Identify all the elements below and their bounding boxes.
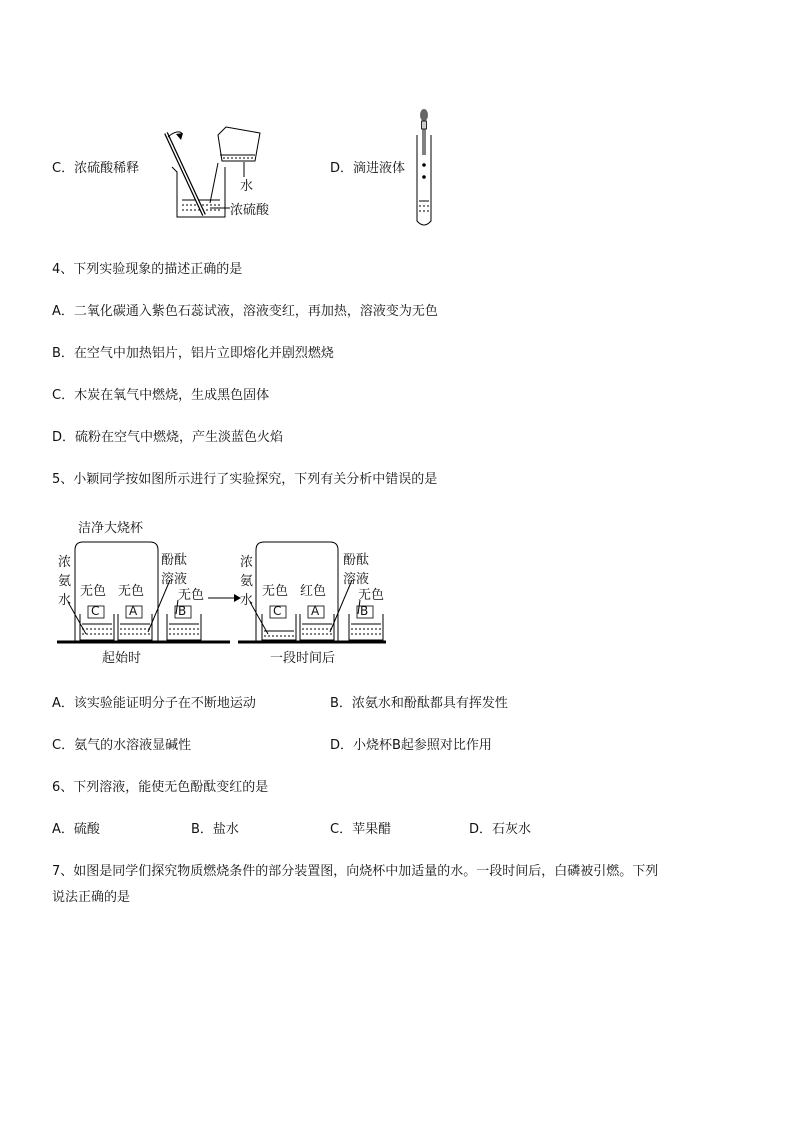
- q5-option-a: A．该实验能证明分子在不断地运动: [52, 696, 256, 711]
- q5-option-b: B．浓氨水和酚酞都具有挥发性: [330, 696, 508, 711]
- q4-option-b: B．在空气中加热铝片，铝片立即熔化并剧烈燃烧: [52, 346, 334, 361]
- q3-option-d: D．滴进液体: [330, 161, 406, 176]
- ammonia-label-r2: 氨: [240, 574, 254, 589]
- q4-stem: 4、下列实验现象的描述正确的是: [52, 262, 243, 277]
- q7-stem-line2: 说法正确的是: [52, 890, 131, 905]
- ammonia-label-r1: 浓: [240, 555, 254, 570]
- right-cup-b-label: B: [360, 604, 369, 618]
- right-cup-a-label: A: [311, 604, 320, 618]
- right-color-a: 红色: [300, 584, 327, 599]
- left-color-c: 无色: [80, 584, 107, 599]
- start-caption: 起始时: [102, 651, 142, 666]
- q4-option-a: A．二氧化碳通入紫色石蕊试液，溶液变红，再加热，溶液变为无色: [52, 304, 438, 319]
- q5-stem: 5、小颖同学按如图所示进行了实验探究，下列有关分析中错误的是: [52, 472, 438, 487]
- left-color-b: 无色: [178, 588, 205, 603]
- q7-stem-line1: 7、如图是同学们探究物质燃烧条件的部分装置图，向烧杯中加适量的水。一段时间后，白磷被引燃。下列: [52, 864, 659, 879]
- q4-option-d: D．硫粉在空气中燃烧，产生淡蓝色火焰: [52, 430, 284, 445]
- acid-label: 浓硫酸: [230, 203, 270, 218]
- left-cup-b-label: B: [178, 604, 187, 618]
- q3-option-c: C．浓硫酸稀释: [52, 161, 140, 176]
- phenol-label-r2: 溶液: [343, 572, 370, 587]
- left-cup-c-label: C: [91, 604, 100, 618]
- phenol-label-2: 溶液: [161, 572, 188, 587]
- left-cup-a-label: A: [129, 604, 138, 618]
- q6-option-a: A．硫酸: [52, 822, 100, 837]
- ammonia-label-1: 浓: [58, 555, 72, 570]
- q6-option-b: B．盐水: [191, 822, 239, 837]
- ammonia-label-2: 氨: [58, 574, 72, 589]
- ammonia-label-r3: 水: [240, 593, 254, 608]
- big-beaker-label: 洁净大烧杯: [78, 521, 144, 536]
- q5-option-d: D．小烧杯B起参照对比作用: [330, 738, 492, 753]
- q6-option-d: D．石灰水: [469, 822, 532, 837]
- phenol-label-1: 酚酞: [161, 553, 188, 568]
- q6-option-c: C．苹果醋: [330, 822, 392, 837]
- dropper-figure: [405, 105, 445, 230]
- phenol-label-r1: 酚酞: [343, 553, 370, 568]
- water-label: 水: [240, 179, 254, 194]
- ammonia-label-3: 水: [58, 593, 72, 608]
- left-color-a: 无色: [118, 584, 145, 599]
- q4-option-c: C．木炭在氧气中燃烧，生成黑色固体: [52, 388, 270, 403]
- later-caption: 一段时间后: [270, 651, 336, 666]
- right-cup-c-label: C: [273, 604, 282, 618]
- right-color-c: 无色: [262, 584, 289, 599]
- right-color-b: 无色: [358, 588, 385, 603]
- q6-stem: 6、下列溶液，能使无色酚酞变红的是: [52, 780, 269, 795]
- acid-dilution-figure: [160, 105, 290, 225]
- q5-option-c: C．氨气的水溶液显碱性: [52, 738, 192, 753]
